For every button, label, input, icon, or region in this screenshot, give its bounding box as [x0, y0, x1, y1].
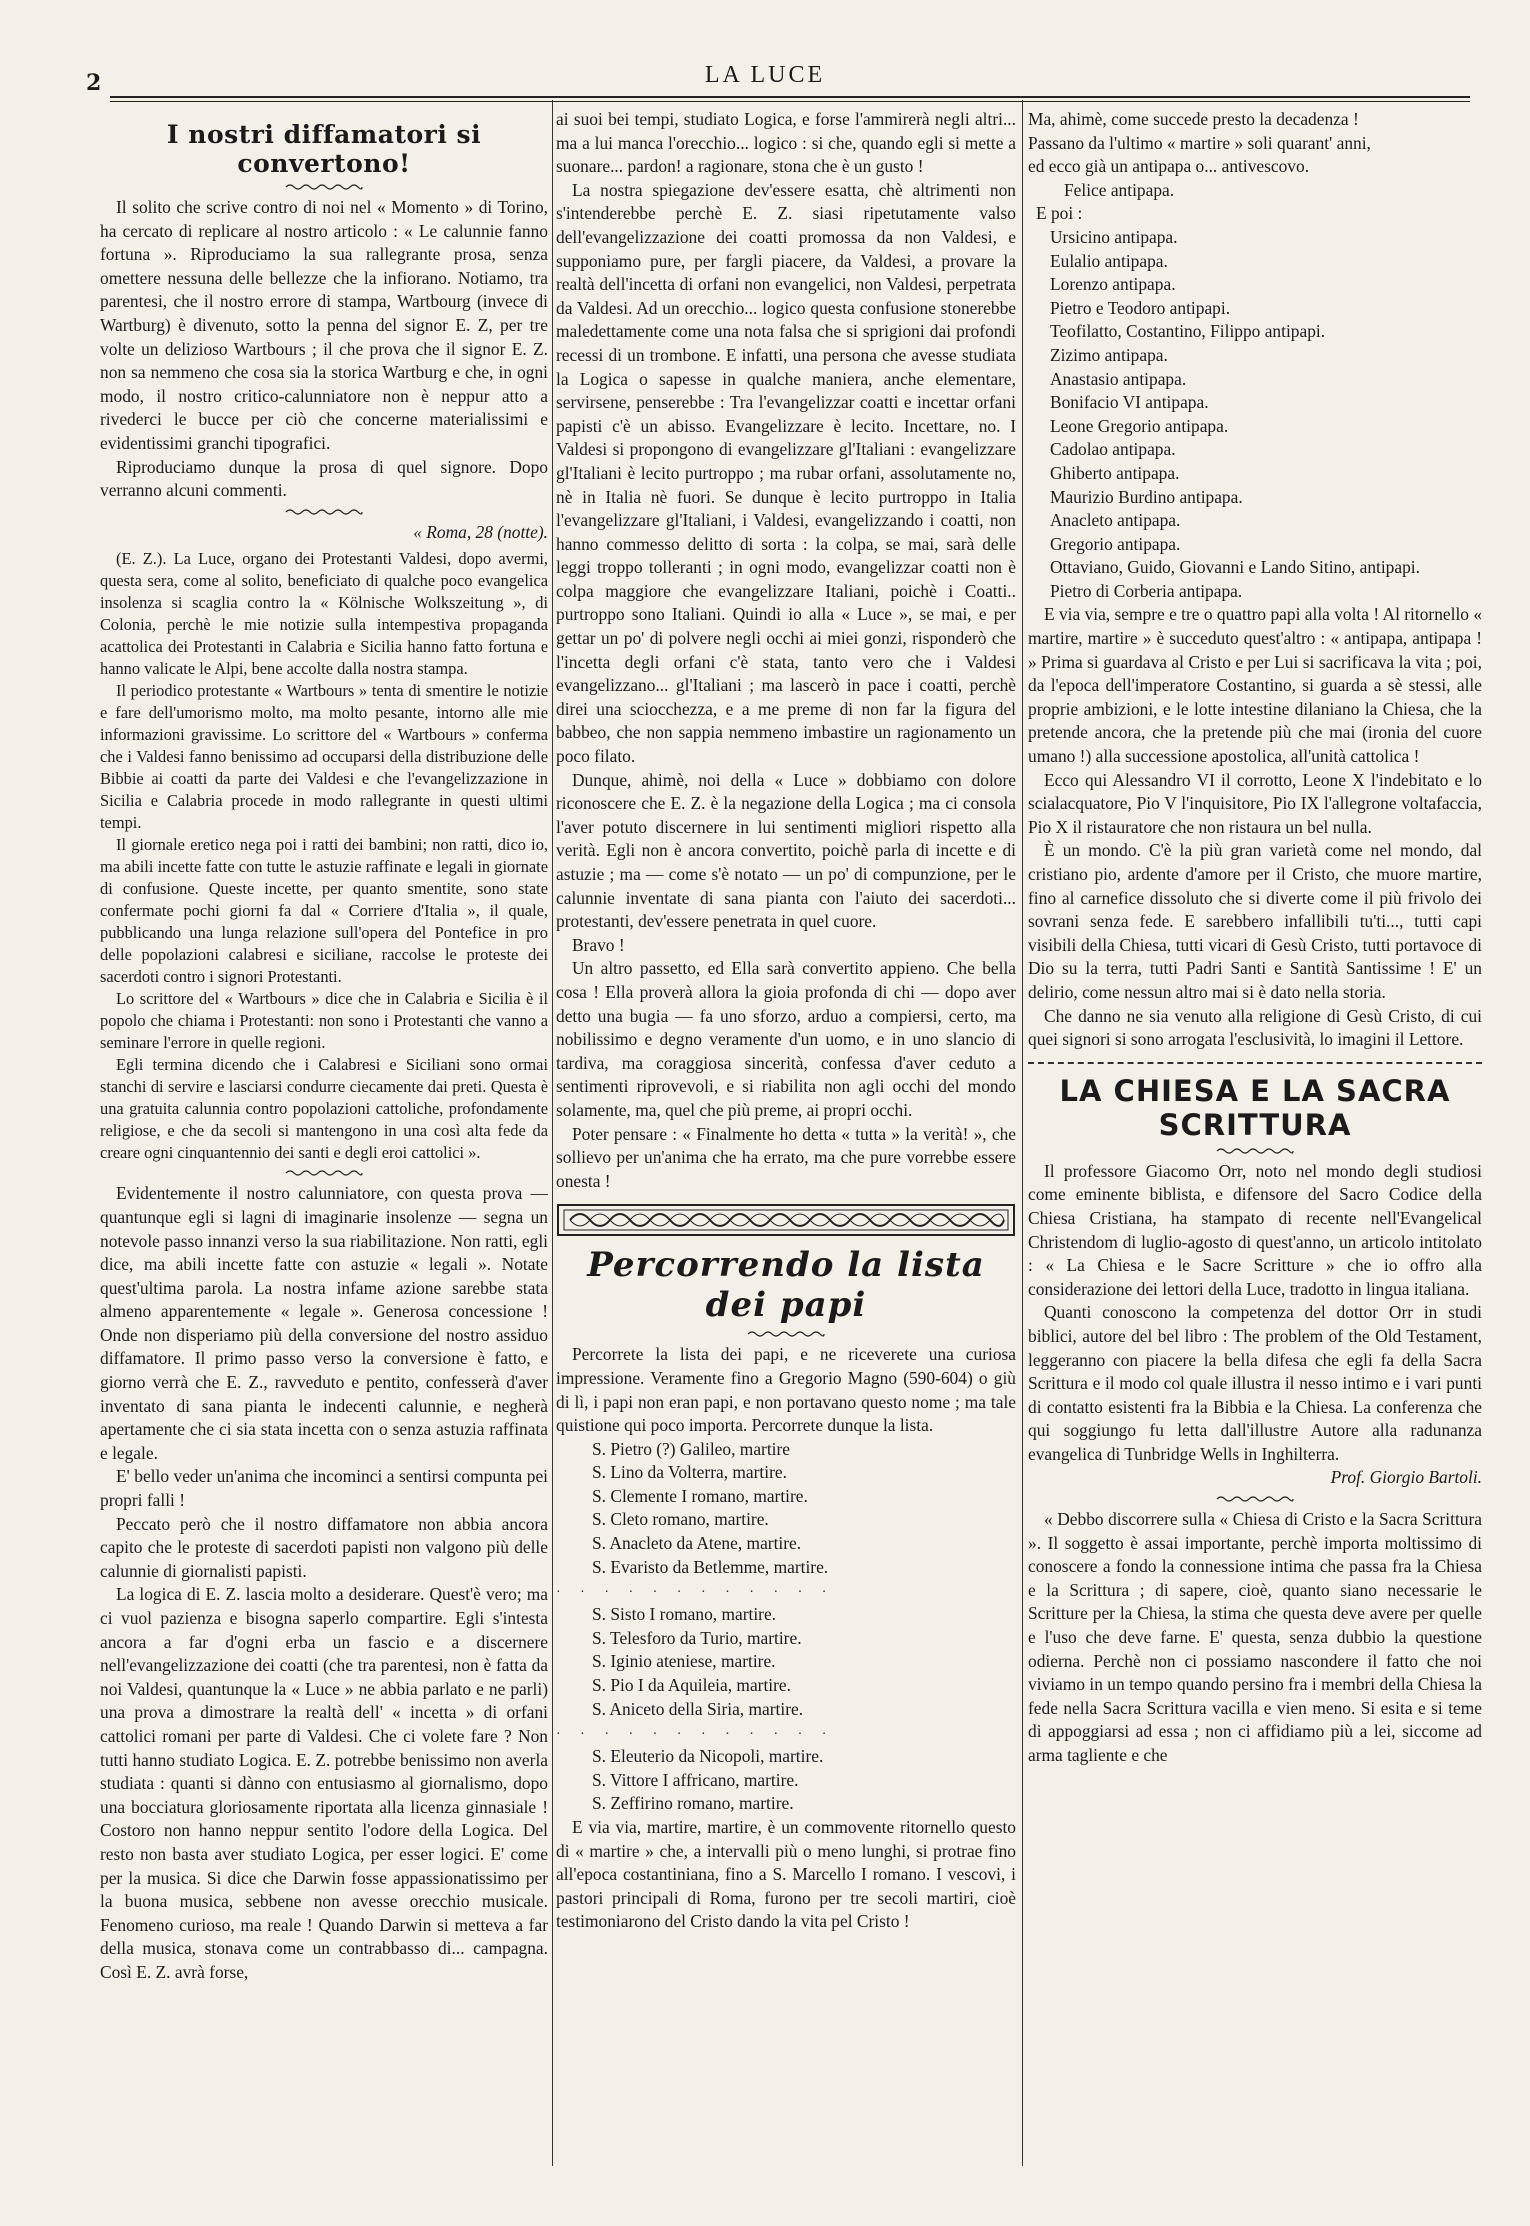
paragraph: Peccato però che il nostro diffamatore non abbia ancora capito che le proteste di sacerdoti papisti non valgono più delle calunnie di giornalisti papisti.: [100, 1513, 548, 1581]
list-item: S. Evaristo da Betlemme, martire.: [592, 1556, 829, 1577]
flourish-ornament: [284, 507, 364, 517]
list-item: Pietro di Corberia antipapa.: [1050, 580, 1243, 601]
quote-paragraph: (E. Z.). La Luce, organo dei Protestanti Valdesi, dopo avermi, questa sera, come al solito, beneficiato di qualche poco evangelica insolenza si scaglia contro la « Kölnische Wolkszeitung », di Colonia, perchè le mie notizie sulla intempestiva propaganda acattolica dei Protestanti in Calabria e Sicilia hanno fatto fortuna e hanno valicate le Alpi, bene accolte dalla nostra stampa.: [100, 549, 548, 679]
masthead-rule: [110, 96, 1470, 98]
list-item: Cadolao antipapa.: [1050, 439, 1176, 460]
list-item: S. Pietro (?) Galileo, martire: [592, 1438, 790, 1459]
verse-line: Felice antipapa.: [1064, 179, 1175, 200]
paragraph: ai suoi bei tempi, studiato Logica, e forse l'ammirerà negli altri... ma a lui manca l'orecchio... logico : si che, quando egli si mette a suonare... pardon! a ragionare, stona che è un gusto !: [556, 109, 1016, 177]
paragraph: Evidentemente il nostro calunniatore, con questa prova — quantunque egli si lagni di imaginarie insolenze — segna un notevole passo innanzi verso la sua riabilitazione. Non ratti, egli dice, ma abili incette fatte con astuzie « legali ». Notate quest'ultima parola. La nostra infame azione sarebbe stata almeno apparentemente « legale ». Generosa concessione ! Onde non disperiamo più della conversione del nostro assiduo diffamatore. Il primo passo verso la conversione è fatto, e giorno verrà che E. Z., ravveduto e pentito, confesserà d'aver inventato di sana pianta le indecenti calunnie, e negherà apertamente che ci sia stata incetta con o senza astuzia raffinata e legale.: [100, 1183, 548, 1463]
list-item: Gregorio antipapa.: [1050, 533, 1181, 554]
popes-list-3: [556, 1745, 1016, 1816]
paragraph: Che danno ne sia venuto alla religione di Gesù Cristo, di cui quei signori si sono arrogata l'esclusività, lo imagini il Lettore.: [1028, 1005, 1482, 1050]
flourish-ornament: [746, 1329, 826, 1339]
list-item: Anastasio antipapa.: [1050, 368, 1187, 389]
list-item: Leone Gregorio antipapa.: [1050, 415, 1229, 436]
paragraph: E via via, sempre e tre o quattro papi alla volta ! Al ritornello « martire, martire » è succeduto quest'altro : « antipapa, antipapa ! » Prima si guardava al Cristo e per Lui si sacrificava la vita ; poi, da l'epoca dell'imperatore Costantino, si guarda a sè stessi, alle proprie ambizioni, e le lotte intestine dilaniano la Chiesa, che la pretende ancora, che la pretende più che mai (ironia del cuore umano !) alla successione apostolica, all'unità cattolica !: [1028, 604, 1482, 767]
column-1: [100, 108, 548, 2166]
author-signature: Prof. Giorgio Bartoli.: [1330, 1467, 1482, 1488]
paragraph: Quanti conoscono la competenza del dottor Orr in studi biblici, autore del bel libro : The problem of the Old Testament, leggeranno con piacere la bella difesa che egli fa della Sacra Scrittura e il modo col quale illustra il nesso intimo e i vari punti di contatto esistenti fra la Bibbia e la Chiesa. La conferenza che qui soggiungo fu letta dall'illustre Autore alla radunanza evangelica di Tunbridge Wells in Inghilterra.: [1028, 1302, 1482, 1464]
list-item: Lorenzo antipapa.: [1050, 274, 1176, 295]
antipopes-list: [1028, 226, 1482, 604]
list-item: S. Aniceto della Siria, martire.: [592, 1698, 804, 1719]
list-item: Ghiberto antipapa.: [1050, 462, 1180, 483]
paragraph: La logica di E. Z. lascia molto a desiderare. Quest'è vero; ma ci vuol pazienza e bisogna saperlo compartire. Egli s'intesta ancora a far d'ogni erba un fascio e a discernere nell'evangelizzazione dei coatti (che tra parentesi, non è fatta da noi Valdesi, quantunque la « Luce » ne abbia parlato e ne parli) una prova a dimostrare la realtà dell' « incetta » di orfani cattolici romani per parte di Valdesi. Che ci volete fare ? Non tutti hanno studiato Logica. E. Z. potrebbe benissimo non averla studiata : quanti si dànno con entusiasmo al giornalismo, dopo una bocciatura gloriosamente riportata alla licenza ginnasiale ! Costoro non hanno neppur sentito l'odore della Logica. Del resto non basta aver studiato Logica, per esser logici. E' come per la musica. Si dice che Darwin fosse appassionatissimo per la buona musica, sebbene non avesse orecchio musicale. Fenomeno curioso, ma reale ! Quando Darwin si metteva a far della musica, stonava come un contrabbasso di... campagna. Così E. Z. avrà forse,: [100, 1584, 548, 1982]
popes-list-1: [556, 1438, 1016, 1580]
list-item: Bonifacio VI antipapa.: [1050, 392, 1209, 413]
list-item: S. Cleto romano, martire.: [592, 1509, 769, 1530]
paragraph: Bravo !: [572, 934, 625, 955]
verse-line: Ma, ahimè, come succede presto la decadenza !: [1028, 109, 1359, 129]
list-item: Pietro e Teodoro antipapi.: [1050, 297, 1231, 318]
column-3: [1028, 108, 1482, 2166]
list-item: S. Lino da Volterra, martire.: [592, 1462, 787, 1483]
list-item: S. Sisto I romano, martire.: [592, 1604, 777, 1625]
paragraph: Dunque, ahimè, noi della « Luce » dobbiamo con dolore riconoscere che E. Z. è la negazione della Logica ; ma ci consola l'aver potuto discernere in lui sentimenti migliori rispetto alla verità. Egli non è ancora convertito, poichè parla di incette e di astuzie ; ma — come s'è notato — un po' di compunzione, per le calunnie inventate di sana pianta con l'aiuto dei sacerdoti... protestanti, dev'essere penetrata in quel cuore.: [556, 769, 1016, 932]
paragraph: Percorrete la lista dei papi, e ne riceverete una curiosa impressione. Veramente fino a Gregorio Magno (590-604) o giù di lì, i papi non eran papi, e non portavano questo nome ; ma tale quistione qui poco importa. Percorrete dunque la lista.: [556, 1344, 1016, 1436]
flourish-ornament: [284, 182, 364, 192]
paragraph: Il solito che scrive contro di noi nel « Momento » di Torino, ha cercato di replicare al nostro articolo : « Le calunnie fanno fortuna ». Riproduciamo la sua rallegrante prosa, senza omettere nessuna delle bellezze che la infiorano. Notiamo, tra parentesi, che il nostro errore di stampa, Wartbourg (invece di Wartburg) è divenuto, sotto la penna del signor E. Z, per tre volte un delizioso Wartbours ; il che prova che il signor E. Z. non sa nemmeno che cosa sia la storica Wartburg e che, in ogni modo, il nostro critico-calunniatore non è neppur atto a rivederci le bucce per ciò che concerne materialissimi e evidentissimi granchi tipografici.: [100, 197, 548, 453]
flourish-ornament: [284, 1168, 364, 1178]
flourish-ornament: [1215, 1494, 1295, 1504]
list-item: S. Zeffirino romano, martire.: [592, 1793, 794, 1814]
article-title: Percorrendo la lista dei papi: [587, 1245, 985, 1326]
column-2: [556, 108, 1016, 2166]
list-item: S. Vittore I affricano, martire.: [592, 1769, 799, 1790]
list-item: Ottaviano, Guido, Giovanni e Lando Sitino, antipapi.: [1050, 557, 1420, 578]
list-item: S. Iginio ateniese, martire.: [592, 1651, 776, 1672]
ellipsis-dots: · · · · · · · · · · · ·: [556, 1727, 835, 1743]
masthead-title: LA LUCE: [704, 62, 826, 88]
paragraph: Un altro passetto, ed Ella sarà convertito appieno. Che bella cosa ! Ella proverà allora la gioia profonda di chi — dopo aver detto una bugia — fa uno sforzo, arduo a compiersi, certo, ma nobilissimo e degno veramente d'un uomo, e in uno slancio di tardiva, ma coraggiosa sincerità, confessa d'aver ceduto a sentimenti riprovevoli, e si riabilita non agli occhi del mondo solamente, ma, quel che più preme, ai propri occhi.: [556, 958, 1016, 1120]
paragraph: Il professore Giacomo Orr, noto nel mondo degli studiosi come eminente biblista, e difensore del Sacro Codice della Chiesa Cristiana, ha stampato di recente nell'Evangelical Christendom di luglio-agosto di quest'anno, un articolo intitolato : « La Chiesa e le Sacre Scritture » che io offro alla considerazione dei lettori della Luce, tradotto in lingua italiana.: [1028, 1160, 1482, 1299]
ellipsis-dots: · · · · · · · · · · · ·: [556, 1585, 835, 1601]
masthead-rule-thin: [110, 101, 1470, 102]
list-item: S. Telesforo da Turio, martire.: [592, 1627, 802, 1648]
list-item: Ursicino antipapa.: [1050, 226, 1178, 247]
dateline: « Roma, 28 (notte).: [413, 521, 548, 542]
popes-list-2: [556, 1603, 1016, 1721]
quote-paragraph: Lo scrittore del « Wartbours » dice che in Calabria e Sicilia è il popolo che chiama i Protestanti: non sono i Protestanti che vanno a seminare l'errore in quelle regioni.: [100, 989, 548, 1053]
list-item: Maurizio Burdino antipapa.: [1050, 486, 1243, 507]
verse-line: ed ecco già un antipapa o... antivescovo.: [1028, 156, 1310, 177]
ornamental-banner: [556, 1201, 1016, 1239]
list-item: Anacleto antipapa.: [1050, 510, 1181, 531]
paragraph: È un mondo. C'è la più gran varietà come nel mondo, dal cristiano pio, ardente d'amore per il Cristo, che muore martire, fino al carnefice dissoluto che si diverte come il più frivolo dei sovrani senza fede. E sarebbero infallibili tu'ti..., tutti capi visibili della Chiesa, tutti vicari di Gesù Cristo, tutti portavoce di Dio su la terra, tutti Padri Santi e Santità Santissime ! E' un delirio, come nessun altro mai si è dato nella storia.: [1028, 840, 1482, 1002]
quote-paragraph: Il periodico protestante « Wartbours » tenta di smentire le notizie e fare dell'umorismo molto, ma molto pesante, intorno alle mie informazioni gravissime. Lo scrittore del « Wartbours » conferma che i Valdesi fanno benissimo ad occuparsi della distribuzione delle Bibbie ai coatti da parte dei Valdesi e che l'evangelizzazione in Sicilia e Calabria procede in modo rallegrante in questi ultimi tempi.: [100, 681, 548, 833]
section-separator: [1028, 1062, 1482, 1064]
paragraph: La nostra spiegazione dev'essere esatta, chè altrimenti non s'intenderebbe perchè E. Z. siasi ripetutamente valso dell'evangelizzazione dei coatti promossa da non Valdesi, e supponiamo pure, per fargli piacere, da Valdesi, a provare la realtà dell'incetta di orfani non evangelici, non Valdesi, perpetrata da Valdesi. Ad un orecchio... logico questa confusione stonerebbe maledettamente come una nota falsa che si sprigioni dai profondi recessi di un trombone. E infatti, una persona che avesse studiata la Logica o sapesse in qualche maniera, anche elementare, servirsene, penserebbe : Tra l'evangelizzar coatti e incettar orfani papisti c'è un abisso. Evangelizzare è lecito. Incettare, no. I Valdesi si propongono di evangelizzare gl'Italiani : evangelizzare gl'Italiani è lecito purtroppo ; ma rubar orfani, assolutamente no, nè in Italia nè fuori. Se dunque è lecito purtroppo in Italia l'evangelizzare gl'Italiani, i Valdesi, evangelizzando i coatti, non hanno commesso delitto di sorta : la colpa, se mai, sarà delle leggi troppo tolleranti ; in ogni modo, evangelizzar coatti non è colpa maggiore che evangelizzare Italiani, poichè i Coatti.. purtroppo sono Italiani. Quindi io alla « Luce », se mai, e per gettar un po' di polvere negli occhi ai miei gonzi, risponderò che l'incetta degli orfani c'è stata, tanto vero che i Valdesi evangelizzano... gl'Italiani ; ma lascerò in pace i coatti, perchè direi una sciocchezza, e a me preme di non far la figura del babbeo, che non sappia nemmeno imbastire un ragionamento un poco filato.: [556, 179, 1016, 767]
list-item: Teofilatto, Costantino, Filippo antipapi.: [1050, 321, 1326, 342]
article-title: I nostri diffamatori si convertono!: [166, 120, 482, 178]
column-divider: [552, 100, 553, 2166]
column-divider: [1022, 100, 1023, 2166]
list-item: Zizimo antipapa.: [1050, 344, 1168, 365]
list-item: S. Pio I da Aquileia, martire.: [592, 1675, 791, 1696]
paragraph: « Debbo discorrere sulla « Chiesa di Cristo e la Sacra Scrittura ». Il soggetto è assai importante, perchè importa moltissimo di conoscere a fondo la connessione intima che passa fra la Chiesa e la Scrittura ; di sapere, cioè, quanto siano necessarie le Scritture per la Chiesa, la stima che questa deve avere per quelle e l'uso che deve farne. E' questa, senza dubbio la questione odierna. Perchè non ci possiamo nascondere il fatto che noi viviamo in un tempo quando persino fra i membri della Chiesa la fede nella Sacra Scrittura vacilla e vien meno. Si esita e si teme di appoggiarsi ad essa ; non ci affidiamo più a lei, siccome ad arma tagliente e che: [1028, 1509, 1482, 1765]
article-title: LA CHIESA E LA SACRA SCRITTURA: [1059, 1073, 1451, 1142]
quote-paragraph: Egli termina dicendo che i Calabresi e Siciliani sono ormai stanchi di servire e lasciarsi condurre ciecamente dai preti. Questa è una gratuita calunnia contro popolazioni cattoliche, profondamente religiose, e che da secoli si mantengono in una così alta fede da creare ogni cinquantennio dei santi e degli eroi cattolici ».: [100, 1055, 548, 1163]
paragraph: Ecco qui Alessandro VI il corrotto, Leone X l'indebitato e lo scialacquatore, Pio V l'inquisitore, Pio IX l'allegrone voltafaccia, Pio X il ristauratore che non ristaura un bel nulla.: [1028, 769, 1482, 837]
paragraph: Poter pensare : « Finalmente ho detta « tutta » la verità! », che sollievo per un'anima che ha errato, ma che pure vorrebbe essere onesta !: [556, 1123, 1016, 1191]
verse-line: Passano da l'ultimo « martire » soli quarant' anni,: [1028, 132, 1371, 153]
paragraph: Riproduciamo dunque la prosa di quel signore. Dopo verranno alcuni commenti.: [100, 456, 548, 501]
paragraph: E via via, martire, martire, è un commovente ritornello questo di « martire » che, a intervalli più o meno lunghi, si protrae fino all'epoca costantiniana, fino a S. Marcello I romano. I vescovi, i pastori principali di Roma, furono per tre secoli martiri, cioè testimoniarono del Cristo dando la vita pel Cristo !: [556, 1817, 1016, 1932]
list-item: Eulalio antipapa.: [1050, 250, 1168, 271]
list-item: S. Eleuterio da Nicopoli, martire.: [592, 1746, 824, 1767]
list-item: S. Clemente I romano, martire.: [592, 1485, 808, 1506]
paragraph: E' bello veder un'anima che incominci a sentirsi compunta pei propri falli !: [100, 1466, 548, 1511]
list-item: S. Anacleto da Atene, martire.: [592, 1533, 802, 1554]
page-number: 2: [86, 70, 102, 96]
verse-line: E poi :: [1036, 203, 1083, 224]
flourish-ornament: [1215, 1146, 1295, 1156]
quoted-article: [100, 548, 548, 1164]
quote-paragraph: Il giornale eretico nega poi i ratti dei bambini; non ratti, dico io, ma abili incette fatte con tutte le astuzie raffinate e legali in giornate di confusione. Queste incette, per quanto smentite, sono state confermate pochi giorni fa dal « Corriere d'Italia », il quale, pubblicando una lunga relazione sull'opera del Pontefice in pro delle popolazioni calabresi e siciliane, raccolse le proteste dei sacerdoti contro i signori Protestanti.: [100, 835, 548, 987]
